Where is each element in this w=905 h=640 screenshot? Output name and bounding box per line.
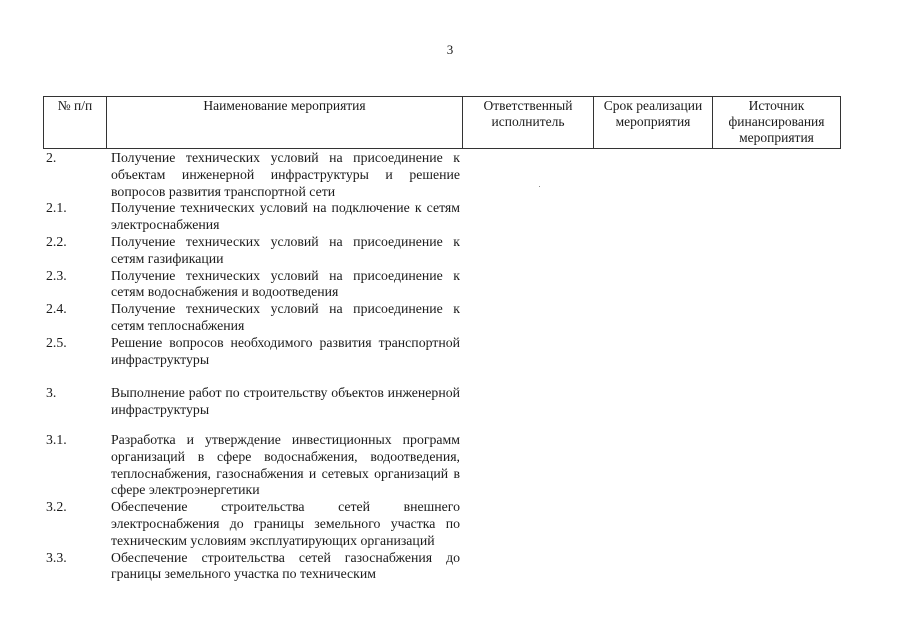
row-text: Получение технических условий на присоединение к сетям газификации [111, 233, 460, 266]
table-row [46, 301, 466, 335]
table-row [46, 268, 466, 302]
row-text: Получение технических условий на подключение к сетям электроснабжения [111, 200, 460, 233]
table-row [46, 385, 466, 419]
row-number: 3. [46, 385, 57, 401]
row-text: Решение вопросов необходимого развития транспортной инфраструктуры [111, 334, 460, 367]
row-text: Разработка и утверждение инвестиционных программ организаций в сфере водоснабжения, водоотведения, теплоснабжения, газоснабжения и сетевых организаций в сфере электроэнергетики [111, 431, 460, 498]
row-number: 2. [46, 150, 57, 165]
page-number: 3 [446, 42, 454, 57]
row-number: 2.1. [46, 200, 67, 216]
column-header-number: № п/п [44, 97, 107, 149]
row-text: Обеспечение строительства сетей газоснабжения до границы земельного участка по техническим [111, 549, 460, 582]
row-number: 3.2. [46, 499, 67, 515]
row-text: Получение технических условий на присоединение к объектам инженерной инфраструктуры и решение вопросов развития транспортной сети [111, 150, 460, 199]
table-row [46, 200, 466, 234]
table-row [46, 499, 466, 549]
table-row [46, 234, 466, 268]
row-number: 3.3. [46, 549, 67, 565]
table-row [46, 150, 466, 200]
row-number: 3.1. [46, 431, 67, 447]
table-row [46, 550, 466, 584]
row-text: Получение технических условий на присоединение к сетям водоснабжения и водоотведения [111, 267, 460, 300]
row-text: Обеспечение строительства сетей внешнего электроснабжения до границы земельного участка по техническим условиям эксплуатирующих организаций [111, 499, 460, 548]
activity-list [46, 150, 466, 583]
column-header-name: Наименование мероприятия [107, 97, 463, 149]
row-number: 2.5. [46, 334, 67, 350]
column-header-term: Срок реализации мероприятия [594, 97, 713, 149]
table-row [46, 432, 466, 499]
table-row [46, 335, 466, 369]
row-text: Выполнение работ по строительству объектов инженерной инфраструктуры [111, 385, 460, 418]
row-number: 2.4. [46, 301, 67, 317]
scan-speck [539, 186, 540, 187]
row-number: 2.2. [46, 233, 67, 249]
table-header [43, 96, 841, 149]
column-header-source: Источник финансирования мероприятия [713, 97, 841, 149]
row-number: 2.3. [46, 267, 67, 283]
column-header-responsible: Ответственный исполнитель [463, 97, 594, 149]
row-text: Получение технических условий на присоединение к сетям теплоснабжения [111, 301, 460, 333]
